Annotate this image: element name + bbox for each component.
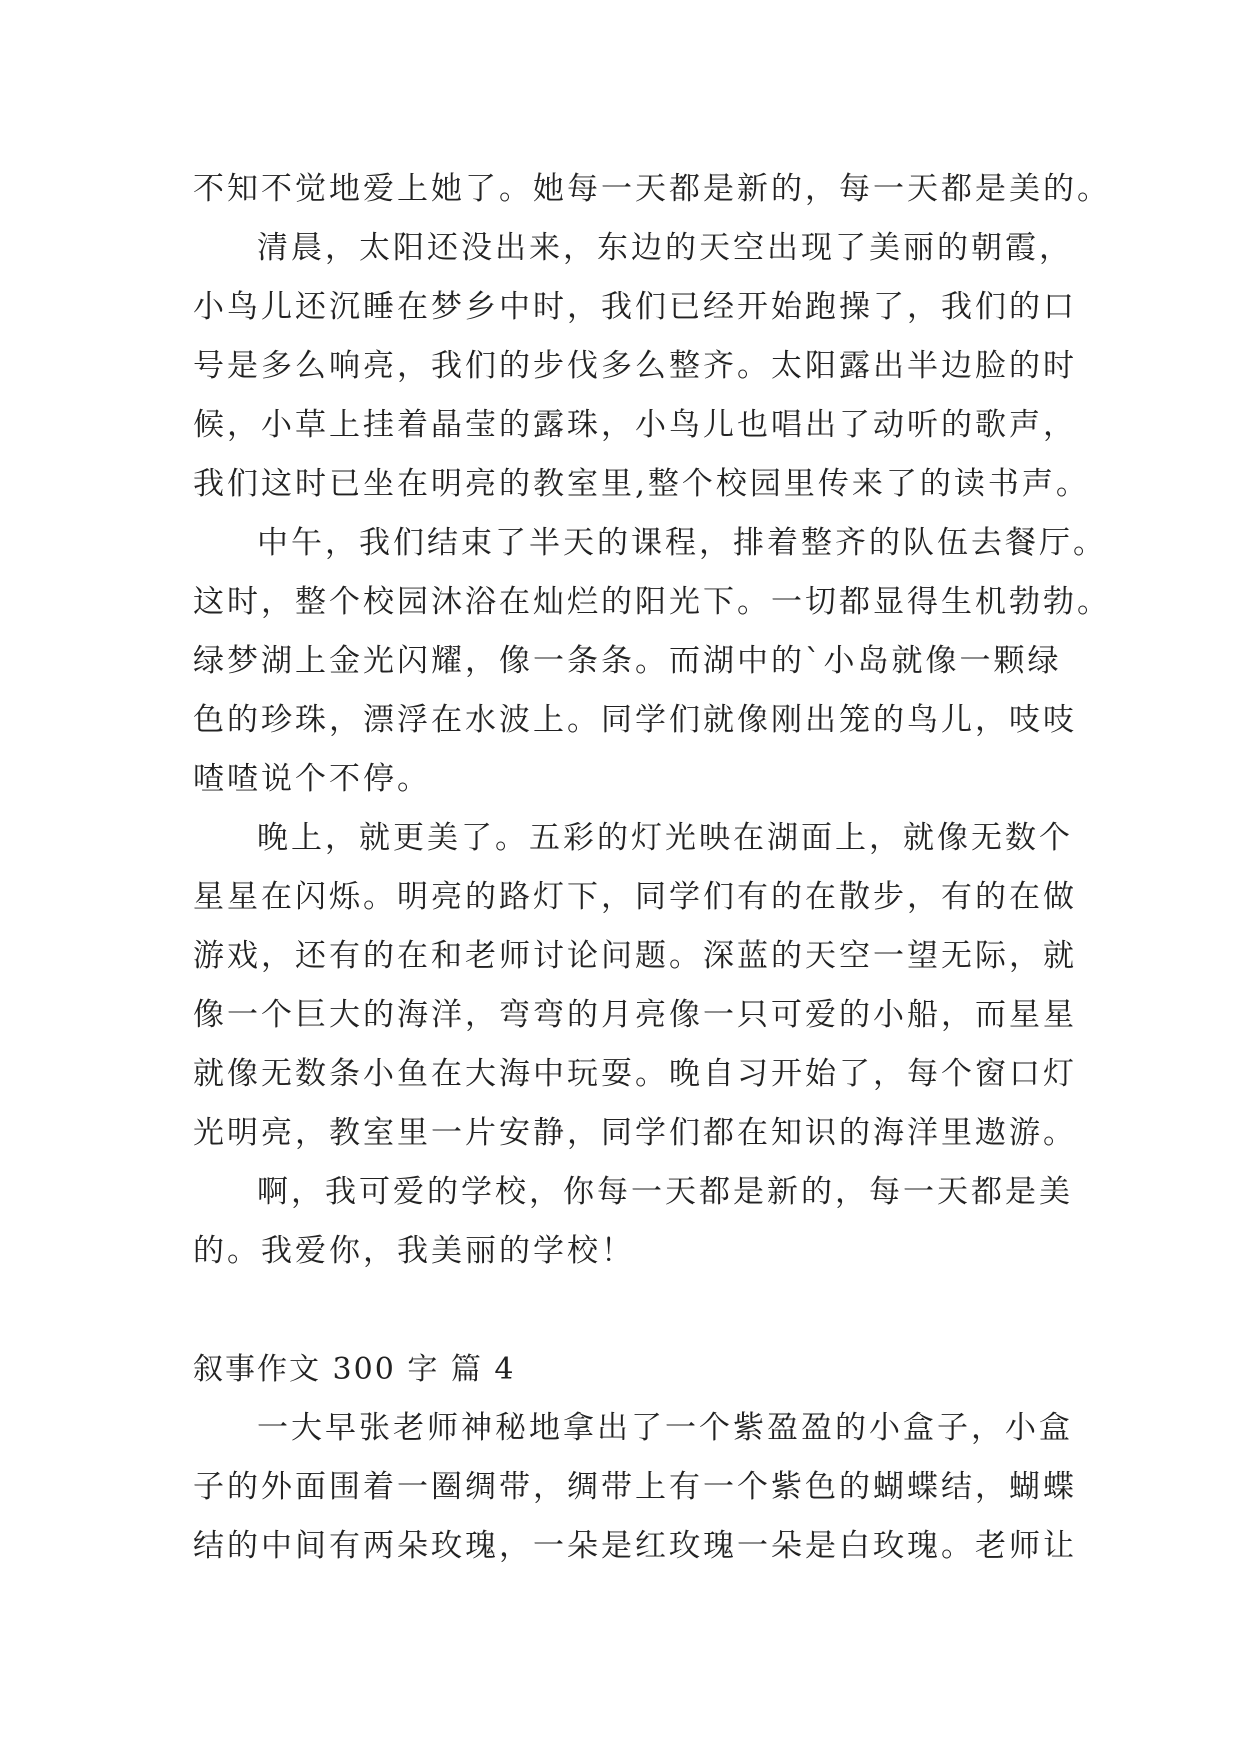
paragraph-5 — [193, 1163, 1073, 1281]
text-line: 候，小草上挂着晶莹的露珠，小鸟儿也唱出了动听的歌声， — [193, 407, 1077, 443]
text-line: 这时，整个校园沐浴在灿烂的阳光下。一切都显得生机勃勃。 — [193, 584, 1111, 620]
text-line: 就像无数条小鱼在大海中玩耍。晚自习开始了，每个窗口灯 — [193, 1056, 1077, 1092]
document-body — [193, 160, 1111, 1576]
text-line: 号是多么响亮，我们的步伐多么整齐。太阳露出半边脸的时 — [193, 348, 1077, 384]
text-line: 啊，我可爱的学校，你每一天都是新的，每一天都是美 — [257, 1174, 1073, 1210]
text-line: 不知不觉地爱上她了。她每一天都是新的，每一天都是美的。 — [193, 171, 1111, 207]
section-title: 叙事作文 300 字 篇 4 — [193, 1352, 516, 1387]
text-line: 子的外面围着一圈绸带，绸带上有一个紫色的蝴蝶结，蝴蝶 — [193, 1469, 1077, 1505]
paragraph-4 — [193, 809, 1077, 1163]
text-line: 一大早张老师神秘地拿出了一个紫盈盈的小盒子，小盒 — [257, 1410, 1073, 1446]
text-line: 我们这时已坐在明亮的教室里,整个校园里传来了的读书声。 — [193, 466, 1090, 502]
text-line: 清晨，太阳还没出来，东边的天空出现了美丽的朝霞， — [257, 230, 1073, 266]
text-line: 星星在闪烁。明亮的路灯下，同学们有的在散步，有的在做 — [193, 879, 1077, 915]
text-line: 晚上，就更美了。五彩的灯光映在湖面上，就像无数个 — [257, 820, 1073, 856]
paragraph-3 — [193, 514, 1111, 809]
text-line: 小鸟儿还沉睡在梦乡中时，我们已经开始跑操了，我们的口 — [193, 289, 1077, 325]
text-line: 像一个巨大的海洋，弯弯的月亮像一只可爱的小船，而星星 — [193, 997, 1077, 1033]
paragraph-6 — [193, 1399, 1077, 1576]
text-line: 中午，我们结束了半天的课程，排着整齐的队伍去餐厅。 — [257, 525, 1107, 561]
paragraph-1 — [193, 160, 1111, 219]
text-line: 色的珍珠，漂浮在水波上。同学们就像刚出笼的鸟儿，吱吱 — [193, 702, 1077, 738]
text-line: 的。我爱你，我美丽的学校！ — [193, 1233, 635, 1269]
text-line: 游戏，还有的在和老师讨论问题。深蓝的天空一望无际，就 — [193, 938, 1077, 974]
blank-line — [193, 1281, 1073, 1340]
paragraph-2 — [193, 219, 1090, 514]
text-line: 结的中间有两朵玫瑰，一朵是红玫瑰一朵是白玫瑰。老师让 — [193, 1528, 1077, 1564]
text-line: 喳喳说个不停。 — [193, 761, 431, 797]
text-line: 绿梦湖上金光闪耀，像一条条。而湖中的`小岛就像一颗绿 — [193, 643, 1062, 679]
text-line: 光明亮，教室里一片安静，同学们都在知识的海洋里遨游。 — [193, 1115, 1077, 1151]
